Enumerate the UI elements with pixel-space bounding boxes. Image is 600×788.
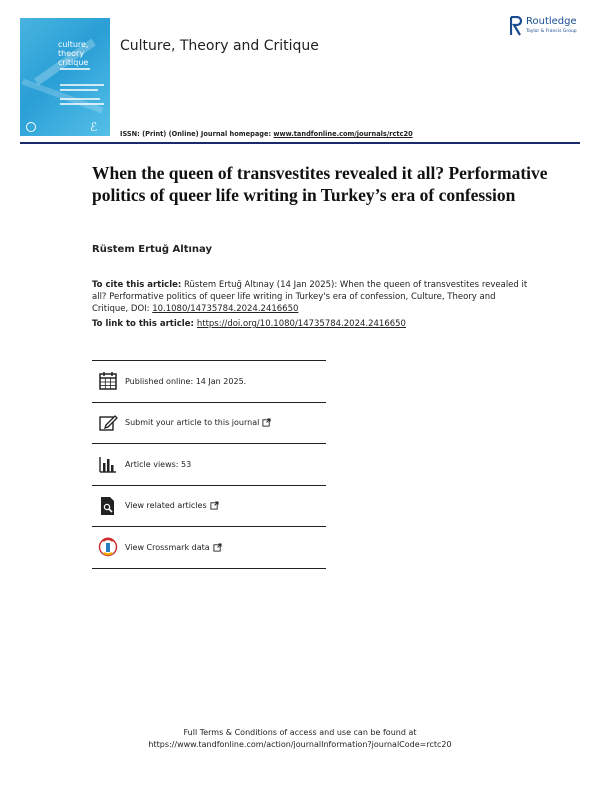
info-item-views bbox=[92, 443, 326, 485]
citation-text: Rüstem Ertuğ Altınay (14 Jan 2025): When the queen of transvestites revealed it all? Performative politics of queer life writing in Turkey's era of confession, Culture, Theory and Critique, DOI: bbox=[92, 280, 528, 314]
external-link-icon bbox=[213, 543, 222, 552]
info-item-related[interactable] bbox=[92, 485, 326, 527]
crossmark-icon bbox=[98, 537, 118, 557]
doi-link[interactable]: 10.1080/14735784.2024.2416650 bbox=[152, 304, 299, 314]
publisher-logo[interactable] bbox=[510, 16, 590, 38]
article-views: Article views: 53 bbox=[125, 459, 192, 469]
submit-article-link[interactable]: Submit your article to this journal bbox=[125, 418, 260, 428]
published-date: Published online: 14 Jan 2025. bbox=[125, 376, 247, 386]
external-link-icon bbox=[262, 418, 271, 427]
footer-terms-link[interactable]: https://www.tandfonline.com/action/journalInformation?journalCode=rctc20 bbox=[148, 740, 452, 749]
journal-title[interactable]: Culture, Theory and Critique bbox=[120, 38, 319, 54]
citation-block bbox=[92, 279, 532, 315]
journal-homepage-link[interactable]: www.tandfonline.com/journals/rctc20 bbox=[273, 130, 413, 138]
publisher-tagline: Taylor & Francis Group bbox=[526, 29, 577, 34]
cover-title: culture, theory critique bbox=[58, 40, 89, 67]
citation-label: To cite this article: bbox=[92, 280, 182, 290]
journal-cover-image[interactable] bbox=[20, 18, 110, 136]
edit-icon bbox=[98, 413, 118, 433]
document-search-icon bbox=[98, 496, 118, 516]
info-item-crossmark[interactable] bbox=[92, 526, 326, 568]
cover-emblem-icon: ℰ bbox=[90, 120, 98, 134]
cover-text-line bbox=[60, 84, 104, 86]
header-divider bbox=[20, 142, 580, 144]
article-doi-url[interactable]: https://doi.org/10.1080/14735784.2024.2416650 bbox=[196, 319, 406, 329]
crossmark-link[interactable]: View Crossmark data bbox=[125, 542, 210, 552]
cover-text-line bbox=[60, 89, 98, 91]
calendar-icon bbox=[98, 371, 118, 391]
link-label: To link to this article: bbox=[92, 319, 197, 329]
cover-text-line bbox=[60, 98, 100, 100]
issn-label: ISSN: (Print) (Online) Journal homepage: bbox=[120, 130, 274, 138]
bar-chart-icon bbox=[98, 454, 118, 474]
page-footer bbox=[0, 727, 600, 751]
article-info-list bbox=[92, 360, 326, 569]
link-to-article bbox=[92, 319, 406, 329]
cover-logo-icon bbox=[26, 122, 36, 132]
issn-line bbox=[120, 130, 413, 138]
publisher-name: Routledge bbox=[526, 16, 577, 27]
external-link-icon bbox=[210, 501, 219, 510]
article-title: When the queen of transvestites revealed it all? Performative politics of queer life writing in Turkey’s era of confession bbox=[92, 163, 548, 205]
article-author: Rüstem Ertuğ Altınay bbox=[92, 244, 212, 255]
related-articles-link[interactable]: View related articles bbox=[125, 501, 207, 511]
routledge-r-icon bbox=[510, 16, 522, 36]
cover-text-line bbox=[60, 103, 104, 105]
info-item-submit[interactable] bbox=[92, 402, 326, 444]
info-item-published bbox=[92, 360, 326, 402]
cover-text-line bbox=[60, 68, 90, 70]
footer-terms-text: Full Terms & Conditions of access and use can be found at bbox=[183, 728, 417, 737]
info-list-bottom-rule bbox=[92, 568, 326, 569]
